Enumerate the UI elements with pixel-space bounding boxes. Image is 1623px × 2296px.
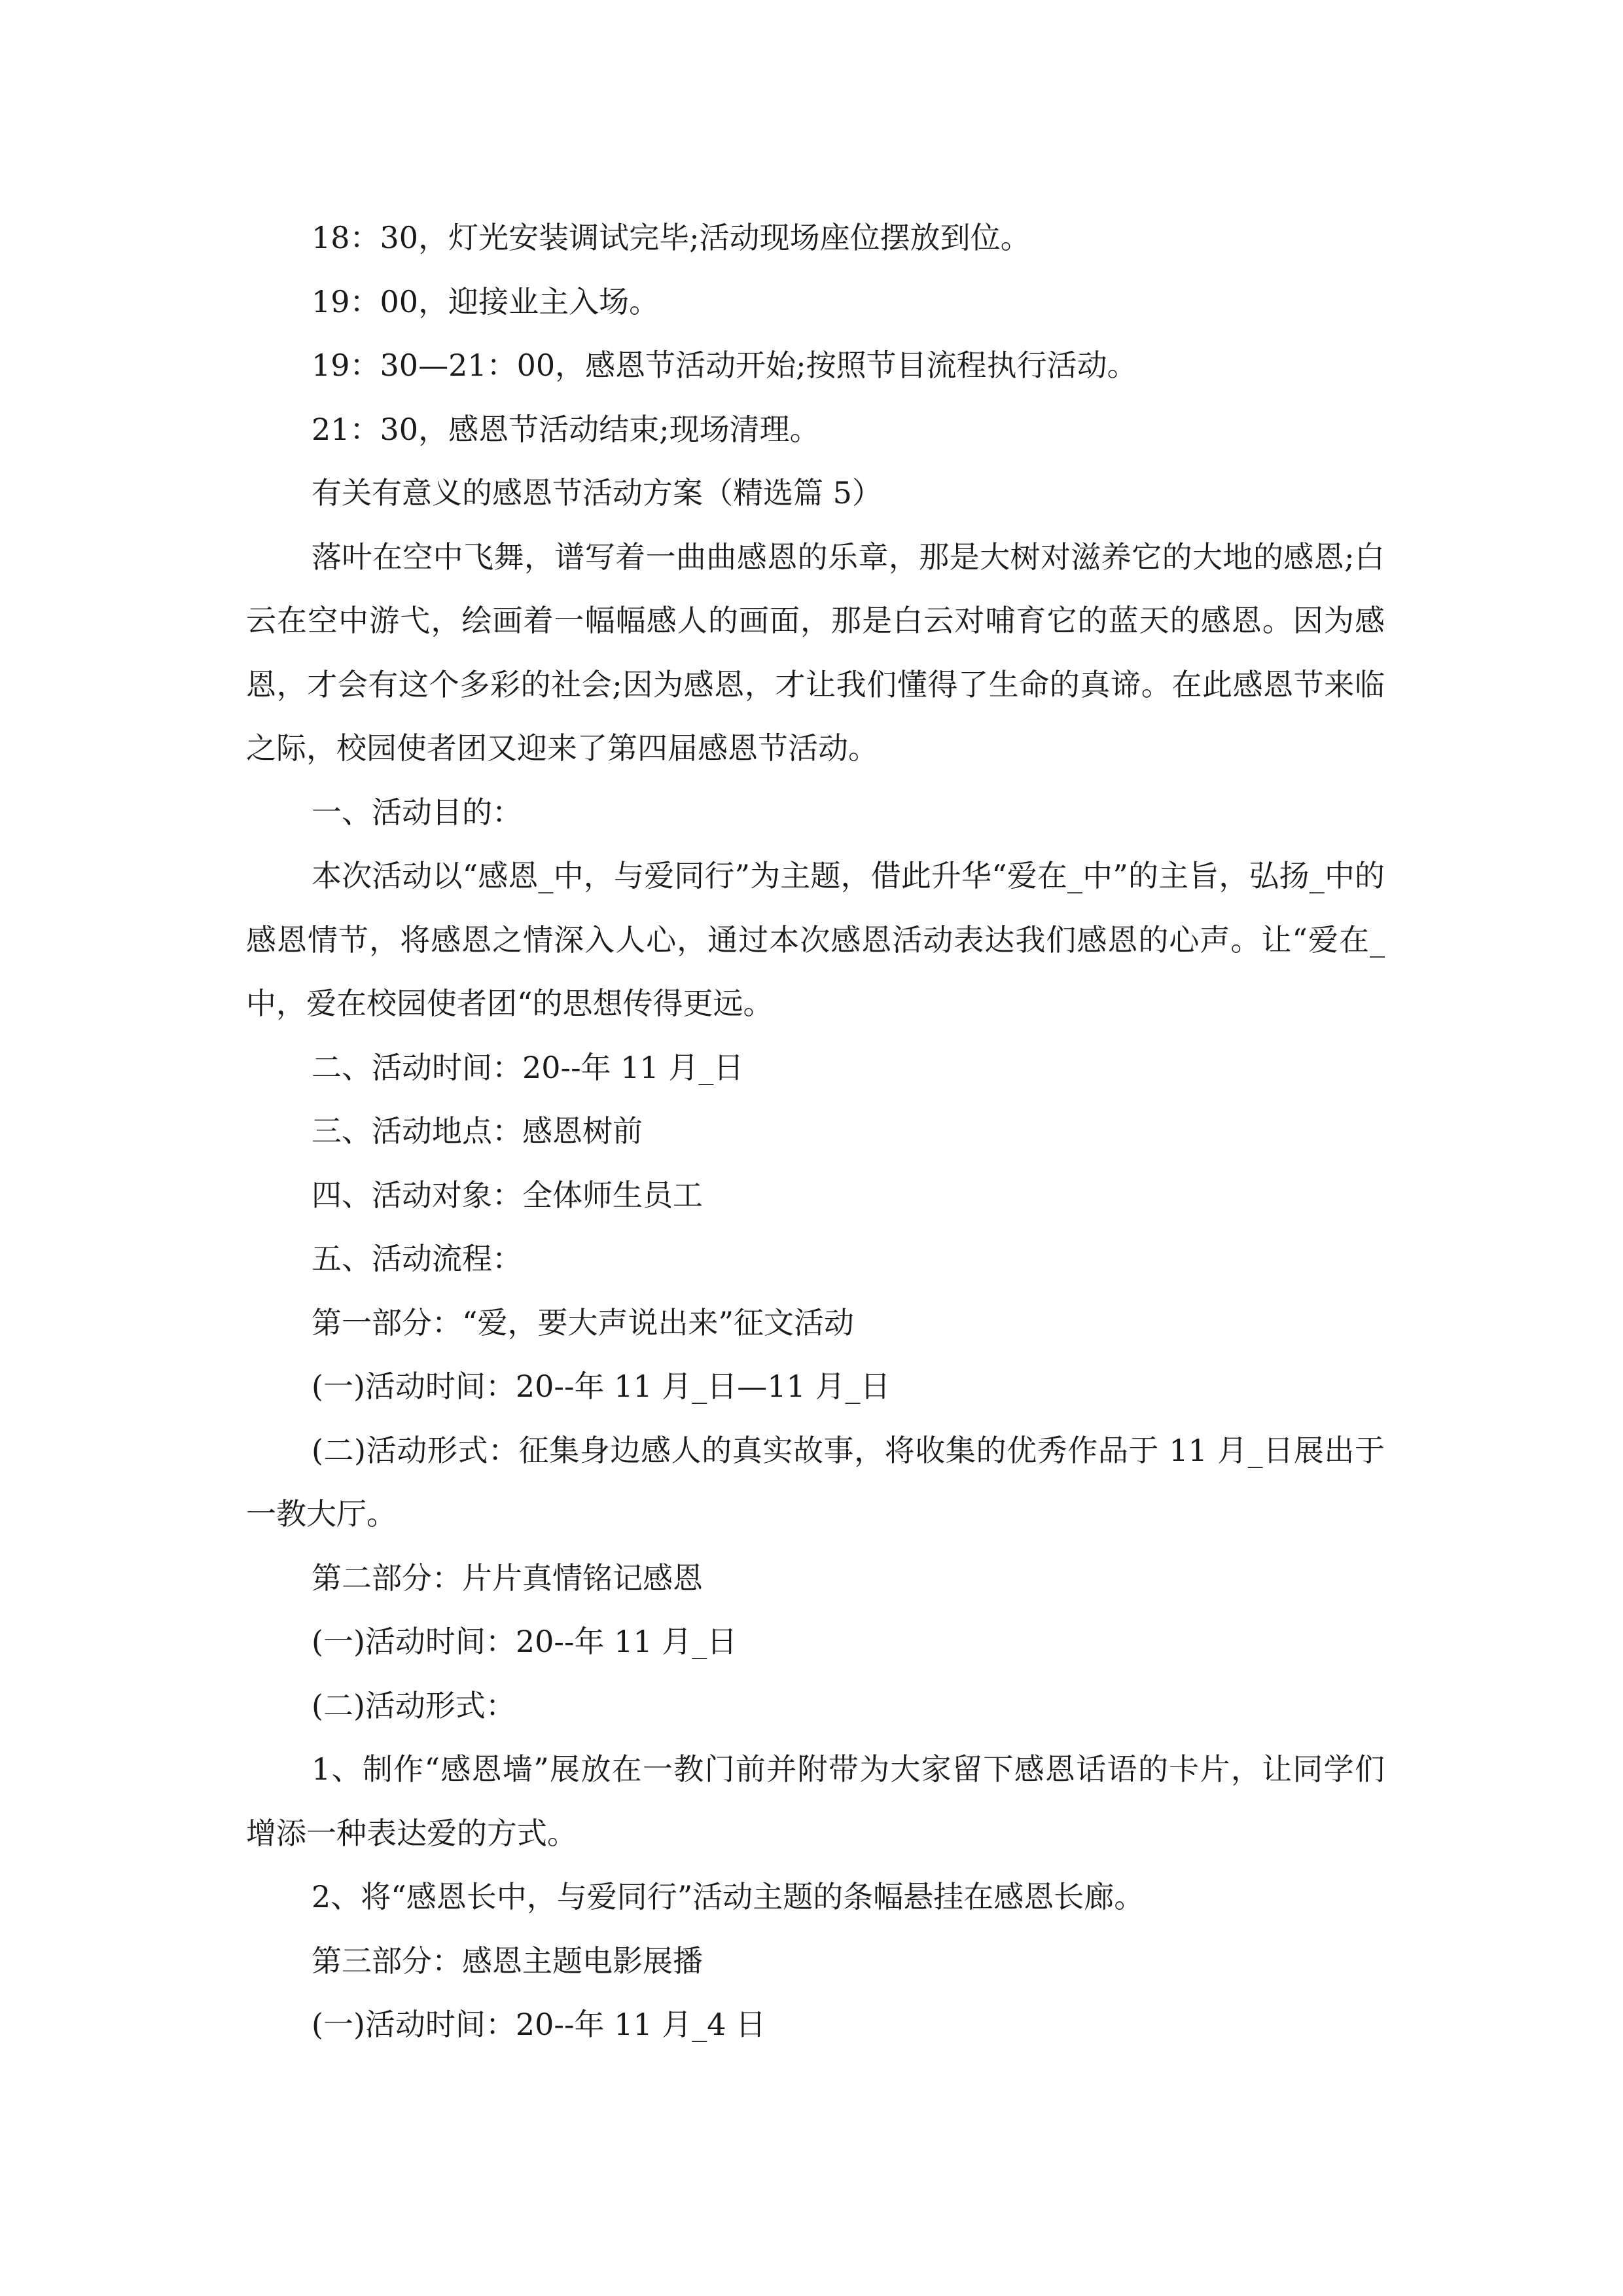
- part-two-form: (二)活动形式：: [312, 1687, 516, 1723]
- part-two-item-2: 2、将“感恩长中，与爱同行”活动主题的条幅悬挂在感恩长廊。: [312, 1879, 1145, 1914]
- document-body: [246, 206, 1385, 2057]
- part-two-item-1: 1、制作“感恩墙”展放在一教门前并附带为大家留下感恩话语的卡片，让同学们增添一种表达爱的方式。: [246, 1751, 1385, 1851]
- heading-part-three: 第三部分：感恩主题电影展播: [312, 1943, 703, 1979]
- paragraph-intro: 落叶在空中飞舞，谱写着一曲曲感恩的乐章，那是大树对滋养它的大地的感恩;白云在空中游弋，绘画着一幅幅感人的画面，那是白云对哺育它的蓝天的感恩。因为感恩，才会有这个多彩的社会;因为感恩，才让我们懂得了生命的真谛。在此感恩节来临之际，校园使者团又迎来了第四届感恩节活动。: [246, 539, 1385, 766]
- heading-part-one: 第一部分：“爱，要大声说出来”征文活动: [312, 1304, 855, 1340]
- item-activity-time: 二、活动时间：20--年 11 月_日: [312, 1049, 744, 1085]
- part-three-time: (一)活动时间：20--年 11 月_4 日: [312, 2007, 766, 2042]
- paragraph-schedule-1930: 19：30—21：00，感恩节活动开始;按照节目流程执行活动。: [312, 348, 1137, 383]
- part-two-time: (一)活动时间：20--年 11 月_日: [312, 1624, 738, 1659]
- item-activity-audience: 四、活动对象：全体师生员工: [312, 1177, 703, 1213]
- item-activity-location: 三、活动地点：感恩树前: [312, 1113, 643, 1149]
- section-title: 有关有意义的感恩节活动方案（精选篇 5）: [312, 475, 882, 511]
- paragraph-schedule-1830: 18：30，灯光安装调试完毕;活动现场座位摆放到位。: [312, 220, 1031, 255]
- part-one-time: (一)活动时间：20--年 11 月_日—11 月_日: [312, 1369, 891, 1404]
- part-one-form: (二)活动形式：征集身边感人的真实故事，将收集的优秀作品于 11 月_日展出于一教大厅。: [246, 1432, 1385, 1532]
- paragraph-purpose: 本次活动以“感恩_中，与爱同行”为主题，借此升华“爱在_中”的主旨，弘扬_中的感恩情节，将感恩之情深入人心，通过本次感恩活动表达我们感恩的心声。让“爱在_中，爱在校园使者团“的思想传得更远。: [246, 858, 1385, 1021]
- paragraph-schedule-2130: 21：30，感恩节活动结束;现场清理。: [312, 411, 820, 447]
- paragraph-schedule-1900: 19：00，迎接业主入场。: [312, 283, 660, 319]
- heading-part-two: 第二部分：片片真情铭记感恩: [312, 1560, 703, 1596]
- heading-activity-flow: 五、活动流程：: [312, 1241, 522, 1276]
- heading-purpose: 一、活动目的：: [312, 794, 522, 830]
